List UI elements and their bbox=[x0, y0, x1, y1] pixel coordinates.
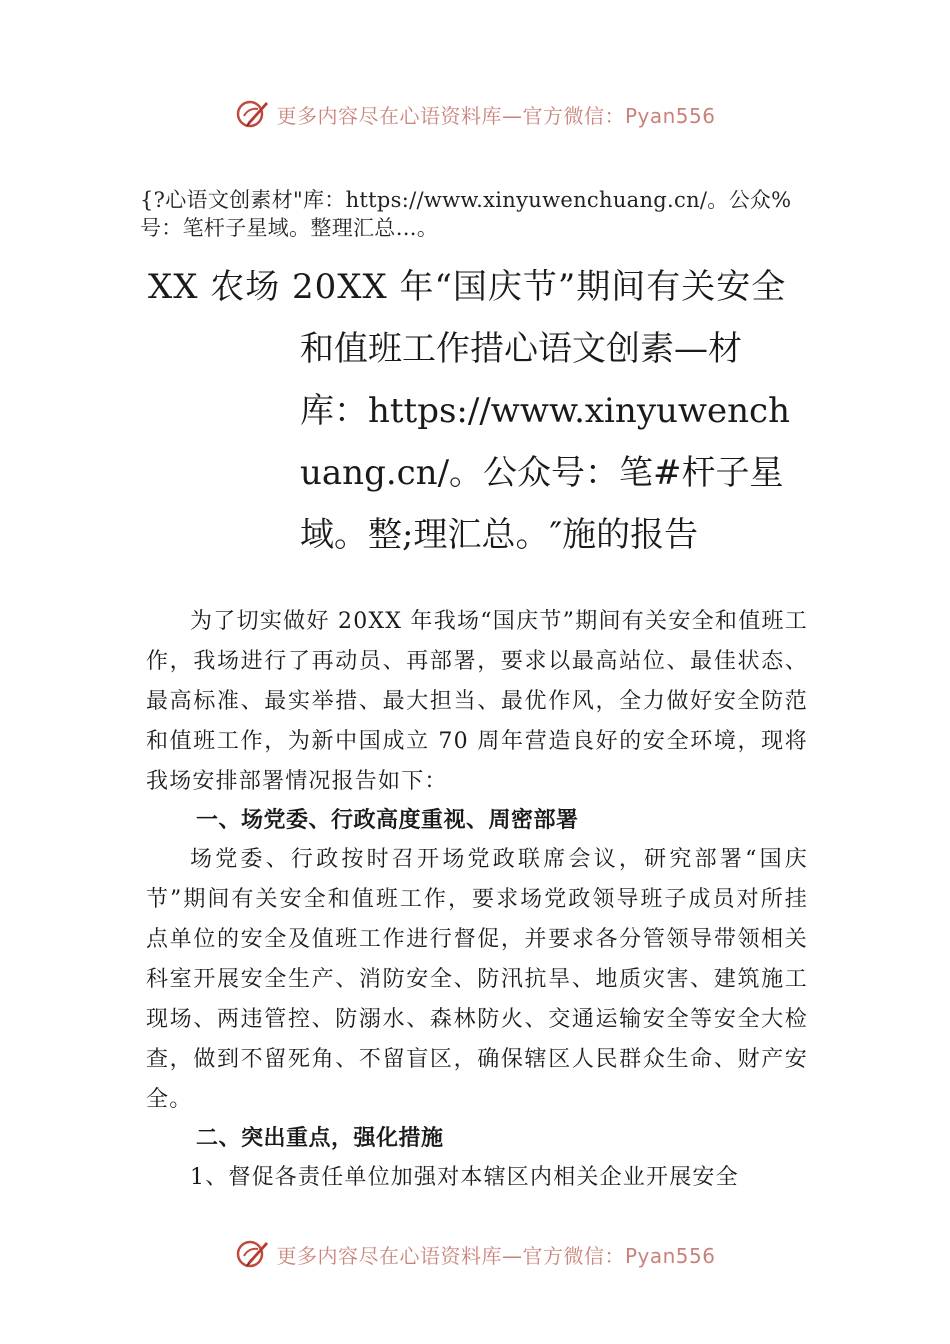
section-1-paragraph: 场党委、行政按时召开场党政联席会议，研究部署“国庆节”期间有关安全和值班工作，要求场党政领导班子成员对所挂点单位的安全及值班工作进行督促，并要求各分管领导带领相关科室开展安全生产、消防安全、防汛抗旱、地质灾害、建筑施工现场、两违管控、防溺水、森林防火、交通运输安全等安全大检查，做到不留死角、不留盲区，确保辖区人民群众生命、财产安全。 bbox=[146, 847, 808, 1112]
watermark-text: 更多内容尽在心语资料库—官方微信：Pyan556 bbox=[276, 103, 716, 128]
title-line-1: XX 农场 20XX 年“国庆节”期间有关安全 bbox=[148, 267, 787, 307]
section-2-item-1: 1、督促各责任单位加强对本辖区内相关企业开展安全 bbox=[190, 1165, 739, 1190]
intro-paragraph: 为了切实做好 20XX 年我场“国庆节”期间有关安全和值班工作，我场进行了再动员、再部署，要求以最高站位、最佳状态、最高标准、最实举措、最大担当、最优作风，全力做好安全防范和值班工作，为新中国成立 70 周年营造良好的安全环境，现将我场安排部署情况报告如下： bbox=[146, 609, 808, 794]
pen-circle-logo-icon bbox=[234, 96, 270, 132]
bottom-watermark-banner bbox=[0, 1232, 950, 1276]
header-note: {?心语文创素材"库：https://www.xinyuwenchuang.cn/。公众%号：笔杆子星域。整理汇总…。 bbox=[140, 188, 792, 240]
document-title bbox=[148, 256, 808, 566]
top-watermark-banner bbox=[0, 92, 950, 136]
document-body bbox=[146, 602, 808, 1198]
watermark-text: 更多内容尽在心语资料库—官方微信：Pyan556 bbox=[276, 1243, 716, 1268]
pen-circle-logo-icon bbox=[234, 1236, 270, 1272]
section-heading-2: 二、突出重点，强化措施 bbox=[196, 1126, 444, 1151]
banner-content bbox=[234, 1236, 715, 1272]
banner-content bbox=[234, 96, 715, 132]
section-heading-1: 一、场党委、行政高度重视、周密部署 bbox=[196, 808, 579, 833]
title-continuation: 和值班工作措心语文创素—材库：https://www.xinyuwenchuang.cn/。公众号：笔#杆子星域。整;理汇总。″施的报告 bbox=[300, 329, 790, 555]
